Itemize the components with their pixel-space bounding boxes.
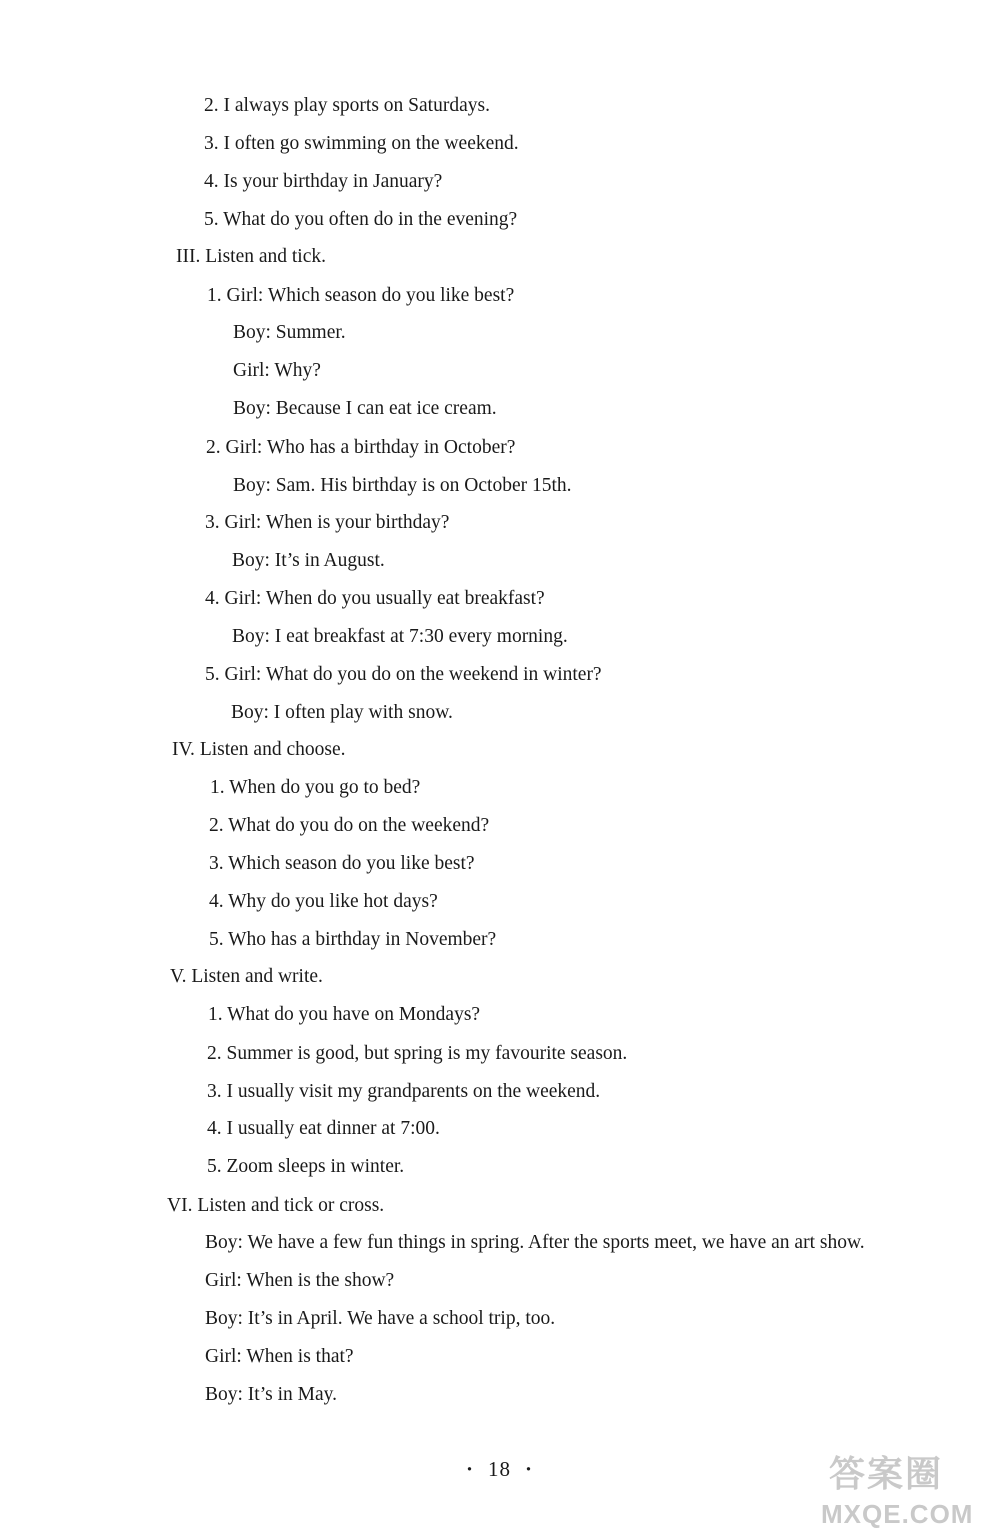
item-text: Is your birthday in January? [223,171,443,192]
dialogue-text: Girl: When is that? [205,1346,354,1367]
item-line [204,132,519,156]
item-text: I always play sports on Saturdays. [223,95,490,116]
dialogue-text: Boy: I eat breakfast at 7:30 every morning. [232,626,568,647]
item-number: 2. [207,1043,222,1064]
dialogue-line [231,701,453,725]
section-title: Listen and tick or cross. [197,1195,385,1216]
item-number: 1. [210,777,225,798]
item-number: 2. [206,437,221,458]
dialogue-line [205,1231,865,1255]
item-line [207,284,514,308]
item-text: I usually visit my grandparents on the weekend. [226,1081,601,1102]
section-heading [170,965,323,989]
dialogue-line [233,321,346,345]
watermark-bottom-text: MXQE.COM [821,1499,974,1529]
section-number: V. [170,966,187,987]
item-text: Girl: When is your birthday? [224,512,450,533]
dialogue-text: Girl: When is the show? [205,1270,395,1291]
section-heading [167,1194,384,1218]
item-number: 2. [204,95,219,116]
dialogue-line [205,1345,354,1369]
dialogue-line [233,474,572,498]
section-heading [176,245,326,269]
section-number: III. [176,246,201,267]
item-number: 3. [205,512,220,533]
section-title: Listen and write. [191,966,323,987]
item-line [204,94,490,118]
section-title: Listen and choose. [199,739,346,760]
item-line [205,663,602,687]
dialogue-line [232,625,568,649]
item-line [207,1042,627,1066]
section-title: Listen and tick. [205,246,326,267]
dialogue-line [232,549,385,573]
item-text: Zoom sleeps in winter. [226,1156,405,1177]
dialogue-text: Boy: It’s in August. [232,550,385,571]
bullet-dot-icon: · [525,1457,534,1481]
item-line [207,1117,440,1141]
item-line [209,814,489,838]
dialogue-text: Boy: It’s in April. We have a school trip, too. [205,1308,556,1329]
item-line [210,776,420,800]
item-text: Who has a birthday in November? [228,929,497,950]
item-number: 5. [207,1156,222,1177]
dialogue-line [233,359,321,383]
item-text: Girl: Which season do you like best? [226,285,515,306]
dialogue-line [205,1307,555,1331]
item-number: 4. [204,171,219,192]
item-number: 4. [207,1118,222,1139]
item-text: Girl: What do you do on the weekend in winter? [224,664,602,685]
item-number: 3. [207,1081,222,1102]
item-text: What do you do on the weekend? [228,815,490,836]
item-line [207,1080,600,1104]
item-text: What do you often do in the evening? [223,209,518,230]
item-number: 1. [207,285,222,306]
item-text: Why do you like hot days? [228,891,438,912]
item-line [205,511,449,535]
item-line [209,852,475,876]
item-text: Girl: When do you usually eat breakfast? [224,588,545,609]
item-number: 3. [209,853,224,874]
item-line [204,170,442,194]
dialogue-text: Boy: It’s in May. [205,1384,337,1405]
dialogue-text: Boy: Summer. [233,322,346,343]
item-line [208,1003,480,1027]
item-number: 5. [204,209,219,230]
item-line [207,1155,404,1179]
dialogue-text: Boy: Sam. His birthday is on October 15th. [233,475,572,496]
dialogue-line [205,1269,394,1293]
dialogue-text: Girl: Why? [233,360,321,381]
dialogue-line [205,1383,337,1407]
watermark-logo [801,1444,991,1532]
item-number: 1. [208,1004,223,1025]
item-number: 2. [209,815,224,836]
bullet-dot-icon: · [465,1457,474,1481]
dialogue-line [233,397,497,421]
item-line [209,928,496,952]
section-number: IV. [172,739,195,760]
section-heading [172,738,345,762]
dialogue-text: Boy: We have a few fun things in spring. After the sports meet, we have an art show. [205,1232,865,1253]
item-text: Which season do you like best? [228,853,475,874]
item-text: When do you go to bed? [229,777,421,798]
item-number: 3. [204,133,219,154]
dialogue-text: Boy: Because I can eat ice cream. [233,398,497,419]
item-text: Girl: Who has a birthday in October? [225,437,516,458]
item-number: 5. [205,664,220,685]
item-number: 4. [209,891,224,912]
item-text: I often go swimming on the weekend. [223,133,519,154]
section-number: VI. [167,1195,193,1216]
watermark-top-text: 答案圈 [829,1453,944,1494]
item-text: I usually eat dinner at 7:00. [226,1118,440,1139]
item-line [204,208,517,232]
item-line [209,890,438,914]
page-number-text: 18 [488,1457,511,1481]
item-number: 4. [205,588,220,609]
dialogue-text: Boy: I often play with snow. [231,702,453,723]
item-number: 5. [209,929,224,950]
item-line [205,587,545,611]
item-text: What do you have on Mondays? [227,1004,481,1025]
item-line [206,436,515,460]
item-text: Summer is good, but spring is my favourite season. [226,1043,628,1064]
